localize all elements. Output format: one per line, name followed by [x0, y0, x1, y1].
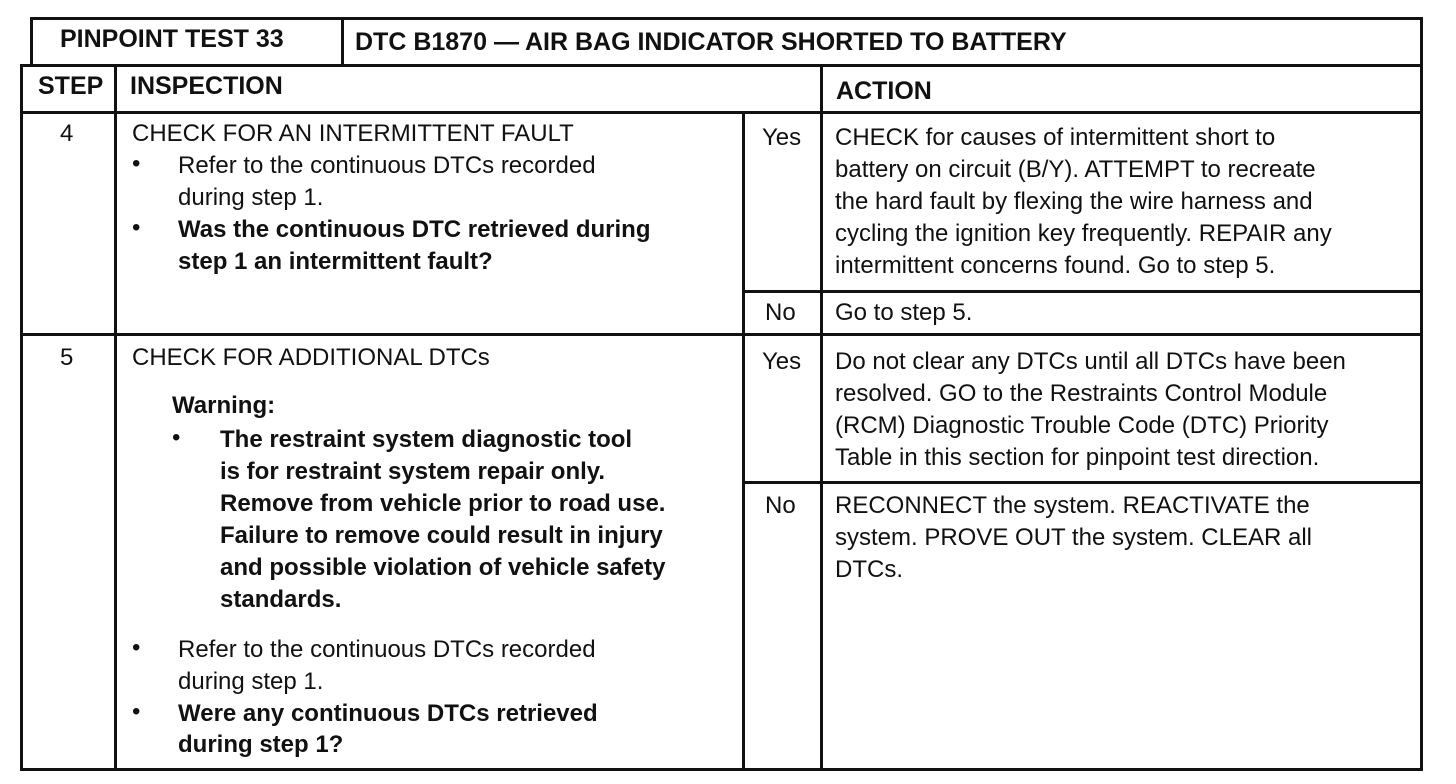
step4-title: CHECK FOR AN INTERMITTENT FAULT: [132, 120, 574, 147]
step4-question-line-2: step 1 an intermittent fault?: [178, 248, 493, 275]
result-column-divider: [742, 113, 745, 771]
action-column-header: ACTION: [836, 77, 932, 105]
step4-yes-action-line-4: cycling the ignition key frequently. REPAIR any: [835, 220, 1332, 247]
step4-yes-action-line-5: intermittent concerns found. Go to step 5.: [835, 252, 1276, 279]
step5-bullet-2: •: [132, 698, 141, 725]
step5-yes-action-line-1: Do not clear any DTCs until all DTCs have been: [835, 348, 1346, 375]
step5-warning-label: Warning:: [172, 392, 276, 419]
step5-warning-line-1: The restraint system diagnostic tool: [220, 426, 633, 453]
step5-warning-bullet: •: [172, 424, 181, 451]
step-column-header: STEP: [38, 72, 104, 100]
step5-bullet-1-line-2: during step 1.: [178, 668, 324, 695]
step5-warning-line-3: Remove from vehicle prior to road use.: [220, 490, 666, 517]
step4-number: 4: [60, 120, 74, 147]
step5-no-action-line-3: DTCs.: [835, 556, 903, 583]
step4-yes-action-line-1: CHECK for causes of intermittent short to: [835, 124, 1276, 151]
step5-bullet-1: •: [132, 634, 141, 661]
step5-warning-line-2: is for restraint system repair only.: [220, 458, 606, 485]
step4-yes-label: Yes: [762, 124, 802, 151]
step5-question-line-2: during step 1?: [178, 731, 344, 758]
step5-yes-action-line-3: (RCM) Diagnostic Trouble Code (DTC) Priority: [835, 412, 1329, 439]
header-row-divider: [20, 111, 1423, 114]
step5-warning-line-4: Failure to remove could result in injury: [220, 522, 663, 549]
step4-question-line-1: Was the continuous DTC retrieved during: [178, 216, 651, 243]
step4-bullet-2: •: [132, 214, 141, 241]
step5-number: 5: [60, 344, 74, 371]
step4-step5-divider: [20, 333, 1423, 336]
step4-yes-no-divider: [742, 290, 1423, 293]
step5-warning-line-6: standards.: [220, 586, 342, 613]
step4-bullet-1-line-1: Refer to the continuous DTCs recorded: [178, 152, 596, 179]
step5-bullet-1-line-1: Refer to the continuous DTCs recorded: [178, 636, 596, 663]
action-column-divider: [820, 113, 823, 771]
dtc-title: DTC B1870 — AIR BAG INDICATOR SHORTED TO BATTERY: [355, 28, 1067, 56]
step5-yes-no-divider: [742, 481, 1423, 484]
step4-bullet-1-line-2: during step 1.: [178, 184, 324, 211]
step5-yes-action-line-2: resolved. GO to the Restraints Control Module: [835, 380, 1328, 407]
step5-title: CHECK FOR ADDITIONAL DTCs: [132, 344, 490, 371]
step-column-divider: [114, 64, 117, 771]
step5-no-label: No: [765, 492, 796, 519]
step5-yes-action-line-4: Table in this section for pinpoint test direction.: [835, 444, 1320, 471]
step5-warning-line-5: and possible violation of vehicle safety: [220, 554, 666, 581]
step4-bullet-1: •: [132, 150, 141, 177]
step4-no-action: Go to step 5.: [835, 299, 973, 326]
inspection-column-header: INSPECTION: [130, 72, 283, 100]
step5-yes-label: Yes: [762, 348, 802, 375]
test-title: PINPOINT TEST 33: [60, 25, 284, 53]
step5-question-line-1: Were any continuous DTCs retrieved: [178, 700, 598, 727]
step5-no-action-line-2: system. PROVE OUT the system. CLEAR all: [835, 524, 1313, 551]
inspection-action-divider-header: [820, 64, 823, 116]
step4-yes-action-line-2: battery on circuit (B/Y). ATTEMPT to recreate: [835, 156, 1316, 183]
step4-no-label: No: [765, 299, 796, 326]
step4-yes-action-line-3: the hard fault by flexing the wire harness and: [835, 188, 1313, 215]
step5-no-action-line-1: RECONNECT the system. REACTIVATE the: [835, 492, 1310, 519]
